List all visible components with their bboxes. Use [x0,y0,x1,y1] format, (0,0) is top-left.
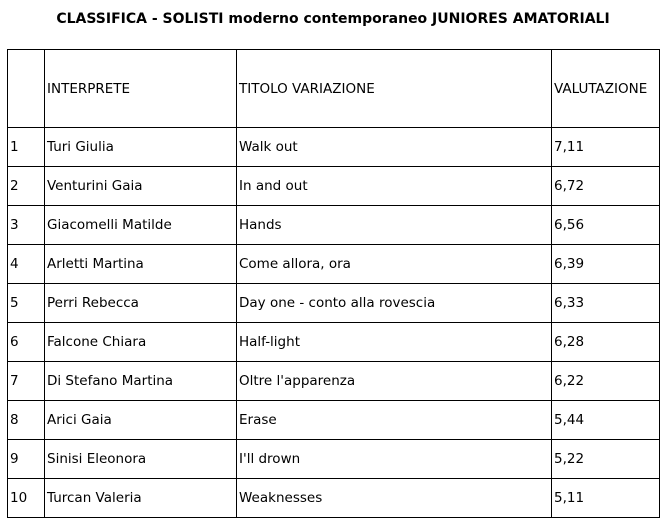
table-row [8,206,660,245]
cell-score: 6,33 [552,284,660,323]
cell-score: 5,22 [552,440,660,479]
cell-variation-title: Walk out [237,128,552,167]
cell-performer: Turcan Valeria [45,479,237,518]
cell-performer: Venturini Gaia [45,167,237,206]
cell-score: 6,56 [552,206,660,245]
cell-position: 4 [8,245,45,284]
header-score: VALUTAZIONE [552,50,660,128]
cell-performer: Perri Rebecca [45,284,237,323]
cell-score: 5,44 [552,401,660,440]
cell-variation-title: Day one - conto alla rovescia [237,284,552,323]
table-row [8,401,660,440]
cell-position: 7 [8,362,45,401]
header-performer: INTERPRETE [45,50,237,128]
cell-performer: Sinisi Eleonora [45,440,237,479]
header-position [8,50,45,128]
cell-position: 6 [8,323,45,362]
table-row [8,284,660,323]
cell-variation-title: I'll drown [237,440,552,479]
cell-score: 6,72 [552,167,660,206]
cell-position: 9 [8,440,45,479]
cell-position: 10 [8,479,45,518]
cell-score: 6,22 [552,362,660,401]
cell-score: 5,11 [552,479,660,518]
cell-score: 6,39 [552,245,660,284]
cell-variation-title: Half-light [237,323,552,362]
cell-performer: Turi Giulia [45,128,237,167]
table-row [8,323,660,362]
cell-score: 6,28 [552,323,660,362]
table-row [8,245,660,284]
table-row [8,479,660,518]
ranking-table [7,49,660,518]
cell-variation-title: Erase [237,401,552,440]
cell-variation-title: Weaknesses [237,479,552,518]
cell-variation-title: In and out [237,167,552,206]
cell-performer: Arletti Martina [45,245,237,284]
cell-variation-title: Oltre l'apparenza [237,362,552,401]
cell-performer: Giacomelli Matilde [45,206,237,245]
cell-performer: Di Stefano Martina [45,362,237,401]
cell-variation-title: Hands [237,206,552,245]
cell-score: 7,11 [552,128,660,167]
table-row [8,128,660,167]
page-title: CLASSIFICA - SOLISTI moderno contemporaneo JUNIORES AMATORIALI [56,11,610,27]
table-row [8,362,660,401]
table-row [8,440,660,479]
table-row [8,167,660,206]
cell-variation-title: Come allora, ora [237,245,552,284]
cell-performer: Falcone Chiara [45,323,237,362]
cell-position: 8 [8,401,45,440]
cell-position: 2 [8,167,45,206]
table-header-row [8,50,660,128]
header-variation-title: TITOLO VARIAZIONE [237,50,552,128]
cell-performer: Arici Gaia [45,401,237,440]
cell-position: 1 [8,128,45,167]
cell-position: 3 [8,206,45,245]
cell-position: 5 [8,284,45,323]
